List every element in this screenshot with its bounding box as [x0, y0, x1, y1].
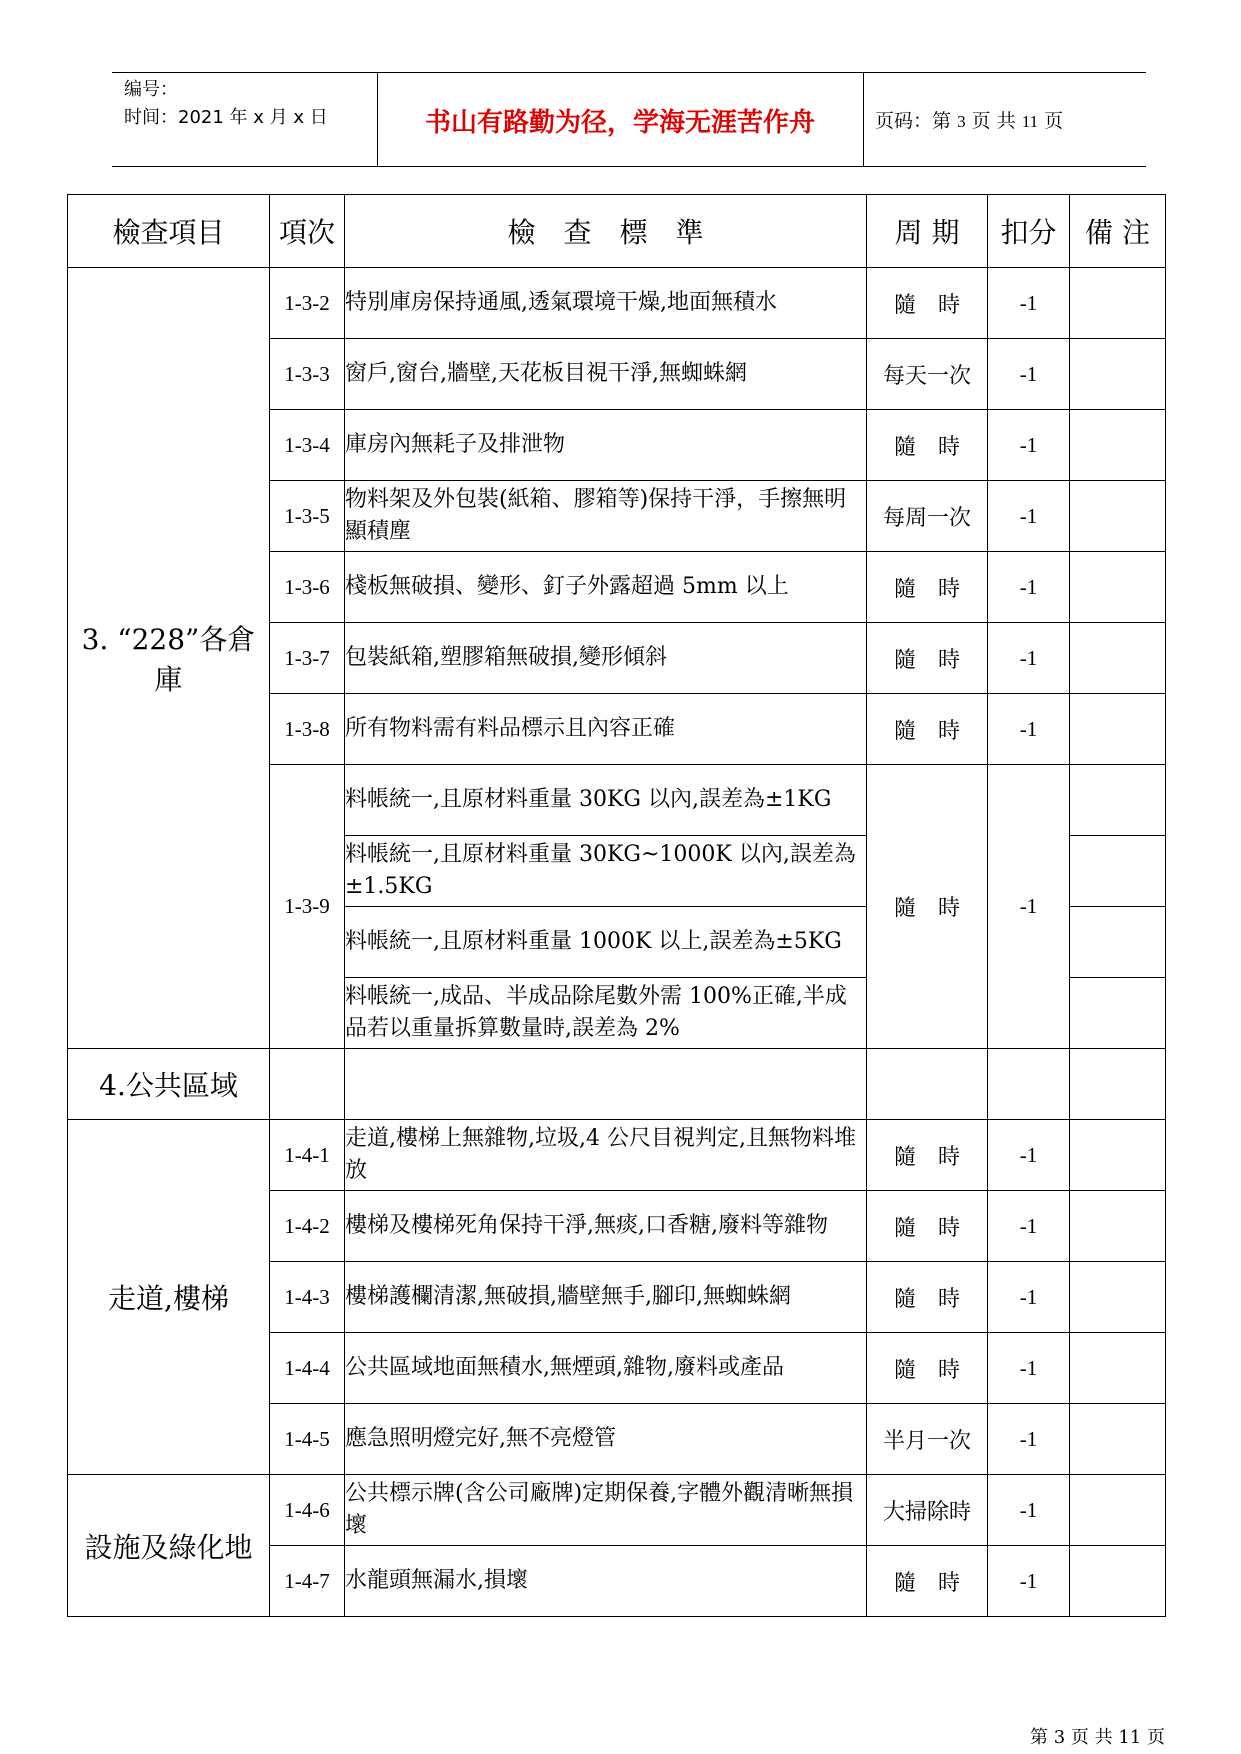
code-cell: 1-3-9: [270, 765, 345, 1049]
code-cell: 1-3-5: [270, 481, 345, 552]
note-cell[interactable]: [1070, 978, 1166, 1049]
standard-cell: 料帳統一,成品、半成品除尾數外需 100%正確,半成品若以重量拆算數量時,誤差為 2%: [345, 978, 867, 1049]
note-cell[interactable]: [1070, 1333, 1166, 1404]
category-cell: 走道,樓梯: [68, 1120, 270, 1475]
period-cell: 隨 時: [867, 1262, 988, 1333]
standard-cell: 料帳統一,且原材料重量 30KG 以內,誤差為±1KG: [345, 765, 867, 836]
note-cell[interactable]: [1070, 1475, 1166, 1546]
code-cell: 1-4-5: [270, 1404, 345, 1475]
note-cell[interactable]: [1070, 1120, 1166, 1191]
category-cell: 3. “228”各倉庫: [68, 268, 270, 1049]
note-cell[interactable]: [1070, 694, 1166, 765]
header-page-number: 页码：第 3 页 共 11 页: [875, 110, 1064, 132]
header-motto: 书山有路勤为径，学海无涯苦作舟: [424, 108, 815, 138]
header-deduct: 扣分: [988, 195, 1070, 268]
note-cell[interactable]: [1070, 907, 1166, 978]
empty-cell: [867, 1049, 988, 1120]
code-cell: 1-3-8: [270, 694, 345, 765]
category-cell: 設施及綠化地: [68, 1475, 270, 1617]
deduct-cell: -1: [988, 694, 1070, 765]
code-cell: 1-3-7: [270, 623, 345, 694]
deduct-cell: -1: [988, 1191, 1070, 1262]
period-cell: 大掃除時: [867, 1475, 988, 1546]
deduct-cell: -1: [988, 552, 1070, 623]
note-cell[interactable]: [1070, 552, 1166, 623]
note-cell[interactable]: [1070, 1262, 1166, 1333]
deduct-cell: -1: [988, 1262, 1070, 1333]
standard-cell: 走道,樓梯上無雜物,垃圾,4 公尺目視判定,且無物料堆放: [345, 1120, 867, 1191]
time-label: 时间：2021 年 x 月 x 日: [124, 107, 328, 128]
header-top-rule: [112, 72, 1146, 73]
note-cell[interactable]: [1070, 1546, 1166, 1617]
code-cell: 1-4-2: [270, 1191, 345, 1262]
deduct-cell: -1: [988, 1404, 1070, 1475]
standard-cell: 包裝紙箱,塑膠箱無破損,變形傾斜: [345, 623, 867, 694]
standard-cell: 特別庫房保持通風,透氣環境干燥,地面無積水: [345, 268, 867, 339]
header-period: 周 期: [867, 195, 988, 268]
period-cell: 每天一次: [867, 339, 988, 410]
code-cell: 1-3-6: [270, 552, 345, 623]
page-footer: 第 3 页 共 11 页: [1030, 1727, 1165, 1748]
inspection-table: [67, 194, 1166, 1617]
header-meta: [124, 76, 328, 132]
period-cell: 隨 時: [867, 1546, 988, 1617]
header-note: 備 注: [1070, 195, 1166, 268]
period-cell: 隨 時: [867, 1120, 988, 1191]
period-cell: 半月一次: [867, 1404, 988, 1475]
standard-cell: 料帳統一,且原材料重量 30KG~1000K 以內,誤差為±1.5KG: [345, 836, 867, 907]
serial-label: 编号：: [124, 79, 178, 100]
deduct-cell: -1: [988, 268, 1070, 339]
deduct-cell: -1: [988, 1546, 1070, 1617]
note-cell[interactable]: [1070, 410, 1166, 481]
code-cell: 1-4-7: [270, 1546, 345, 1617]
empty-cell: [270, 1049, 345, 1120]
note-cell[interactable]: [1070, 765, 1166, 836]
header-category: 檢查項目: [68, 195, 270, 268]
section-row: [68, 1049, 1166, 1120]
standard-cell: 公共標示牌(含公司廠牌)定期保養,字體外觀清晰無損壞: [345, 1475, 867, 1546]
code-cell: 1-4-3: [270, 1262, 345, 1333]
deduct-cell: -1: [988, 410, 1070, 481]
deduct-cell: -1: [988, 765, 1070, 1049]
table-header-row: [68, 195, 1166, 268]
standard-cell: 庫房內無耗子及排泄物: [345, 410, 867, 481]
code-cell: 1-3-4: [270, 410, 345, 481]
code-cell: 1-4-1: [270, 1120, 345, 1191]
page-header: [112, 72, 1146, 167]
deduct-cell: -1: [988, 623, 1070, 694]
standard-cell: 樓梯及樓梯死角保持干淨,無痰,口香糖,廢料等雜物: [345, 1191, 867, 1262]
period-cell: 隨 時: [867, 552, 988, 623]
category-cell: 4.公共區域: [68, 1049, 270, 1120]
table-row: [68, 268, 1166, 339]
code-cell: 1-3-2: [270, 268, 345, 339]
note-cell[interactable]: [1070, 339, 1166, 410]
standard-cell: 料帳統一,且原材料重量 1000K 以上,誤差為±5KG: [345, 907, 867, 978]
period-cell: 每周一次: [867, 481, 988, 552]
standard-cell: 公共區域地面無積水,無煙頭,雜物,廢料或產品: [345, 1333, 867, 1404]
period-cell: 隨 時: [867, 765, 988, 1049]
table-row: [68, 1120, 1166, 1191]
header-bottom-rule: [112, 166, 1146, 167]
note-cell[interactable]: [1070, 1191, 1166, 1262]
empty-cell: [988, 1049, 1070, 1120]
deduct-cell: -1: [988, 481, 1070, 552]
empty-cell: [345, 1049, 867, 1120]
header-code: 項次: [270, 195, 345, 268]
note-cell[interactable]: [1070, 623, 1166, 694]
note-cell[interactable]: [1070, 1049, 1166, 1120]
table-row: [68, 1475, 1166, 1546]
period-cell: 隨 時: [867, 694, 988, 765]
code-cell: 1-4-6: [270, 1475, 345, 1546]
note-cell[interactable]: [1070, 836, 1166, 907]
standard-cell: 物料架及外包裝(紙箱、膠箱等)保持干淨，手擦無明顯積塵: [345, 481, 867, 552]
header-standard: 檢 查 標 準: [345, 195, 867, 268]
deduct-cell: -1: [988, 1120, 1070, 1191]
period-cell: 隨 時: [867, 623, 988, 694]
standard-cell: 所有物料需有料品標示且內容正確: [345, 694, 867, 765]
period-cell: 隨 時: [867, 268, 988, 339]
code-cell: 1-4-4: [270, 1333, 345, 1404]
period-cell: 隨 時: [867, 1191, 988, 1262]
note-cell[interactable]: [1070, 268, 1166, 339]
note-cell[interactable]: [1070, 1404, 1166, 1475]
deduct-cell: -1: [988, 1333, 1070, 1404]
header-divider: [863, 72, 864, 167]
standard-cell: 棧板無破損、變形、釘子外露超過 5mm 以上: [345, 552, 867, 623]
period-cell: 隨 時: [867, 410, 988, 481]
code-cell: 1-3-3: [270, 339, 345, 410]
deduct-cell: -1: [988, 1475, 1070, 1546]
standard-cell: 水龍頭無漏水,損壞: [345, 1546, 867, 1617]
standard-cell: 應急照明燈完好,無不亮燈管: [345, 1404, 867, 1475]
deduct-cell: -1: [988, 339, 1070, 410]
period-cell: 隨 時: [867, 1333, 988, 1404]
standard-cell: 樓梯護欄清潔,無破損,牆壁無手,腳印,無蜘蛛網: [345, 1262, 867, 1333]
note-cell[interactable]: [1070, 481, 1166, 552]
standard-cell: 窗戶,窗台,牆壁,天花板目視干淨,無蜘蛛網: [345, 339, 867, 410]
